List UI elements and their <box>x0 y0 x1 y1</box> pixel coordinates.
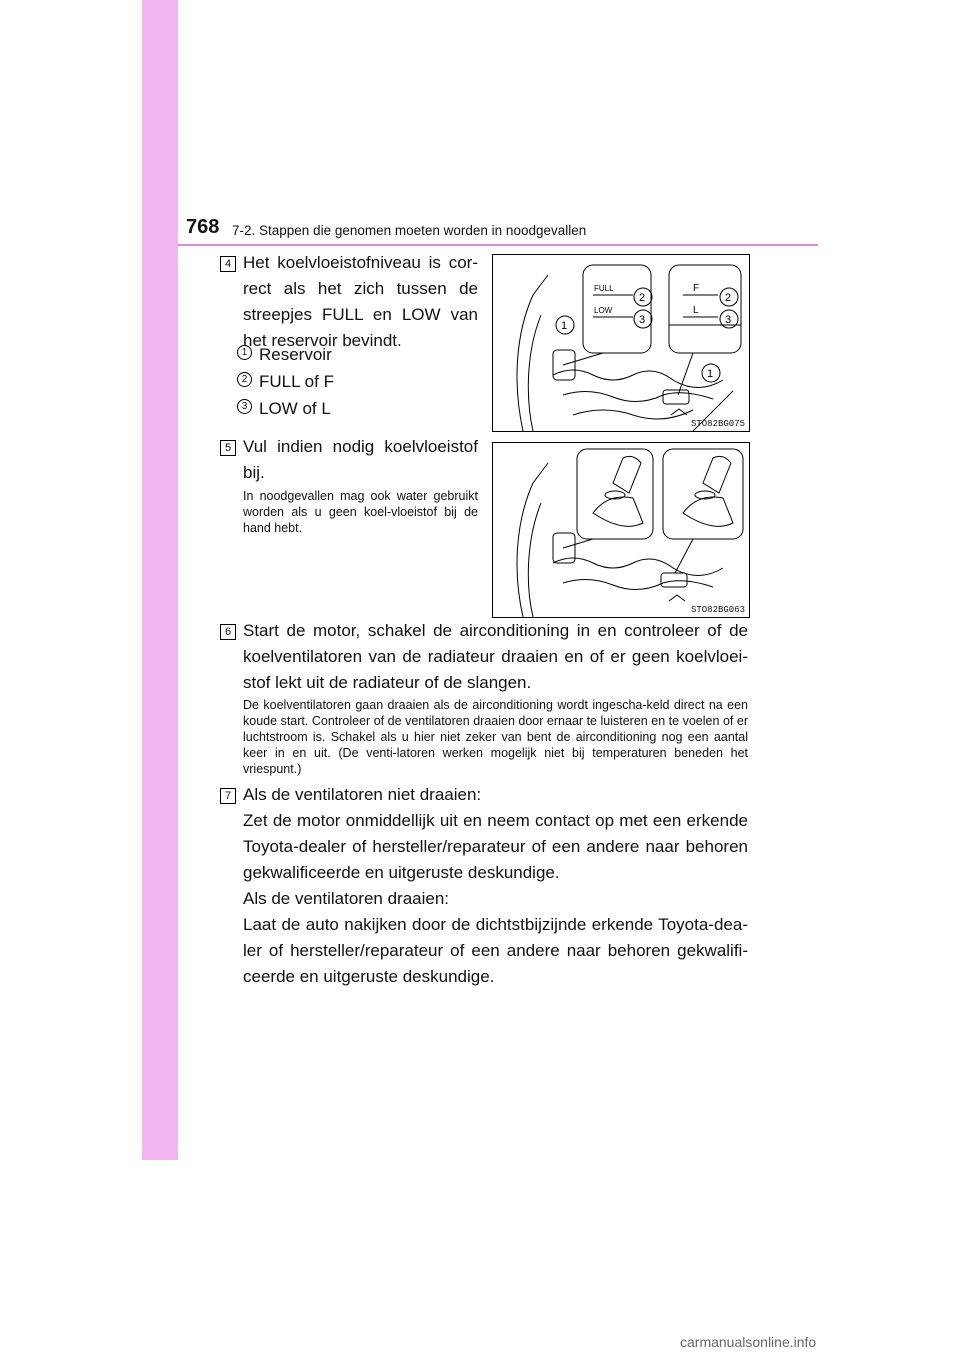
step-7-marker: 7 <box>220 788 236 804</box>
fig-callout-3-right: 3 <box>725 314 732 326</box>
fig-callout-3-left: 3 <box>639 314 646 326</box>
callout-1-label: Reservoir <box>259 345 332 364</box>
callout-1-marker: 1 <box>237 345 252 360</box>
step-7-body-b: Laat de auto nakijken door de dichtstbijzijnde erkende Toyota-dea-ler of hersteller/reparateur of een andere naar behoren gekwalifi-ceerde en uitgeruste deskundige. <box>243 915 748 986</box>
figure-coolant-level <box>492 254 750 432</box>
step-7-body-a: Zet de motor onmiddellijk uit en neem contact op met een erkende Toyota-dealer of hersteller/reparateur of een andere naar behoren gekwalificeerde en uitgeruste deskundige. <box>243 811 748 882</box>
callout-3-label: LOW of L <box>259 399 331 418</box>
fig-callout-2-left: 2 <box>639 292 646 304</box>
step-4-marker: 4 <box>220 256 236 272</box>
chapter-sidebar-tab <box>142 0 178 1160</box>
gauge-label-l: L <box>693 305 699 316</box>
callout-3-marker: 3 <box>237 399 252 414</box>
header-divider <box>178 244 818 246</box>
step-5-text: Vul indien nodig koelvloeistof bij. <box>243 437 478 482</box>
step-7-heading-a: Als de ventilatoren niet draaien: <box>243 785 482 804</box>
step-6-marker: 6 <box>220 624 236 640</box>
gauge-label-low: LOW <box>594 306 613 315</box>
step-7-heading-b: Als de ventilatoren draaien: <box>243 889 450 908</box>
gauge-label-full: FULL <box>594 284 614 293</box>
section-title: 7-2. Stappen die genomen moeten worden in noodgevallen <box>232 223 587 238</box>
callout-2-marker: 2 <box>237 372 252 387</box>
coolant-level-illustration <box>493 255 749 431</box>
step-5-marker: 5 <box>220 440 236 456</box>
callout-2-label: FULL of F <box>259 372 334 391</box>
fig-callout-1-left: 1 <box>561 320 568 332</box>
refill-coolant-illustration <box>493 443 749 617</box>
step-4-text: Het koelvloeistofniveau is cor-rect als het zich tussen de streepjes FULL en LOW van het reservoir bevindt. <box>243 253 478 350</box>
footer-watermark: carmanualsonline.info <box>680 1334 817 1350</box>
step-6-text: Start de motor, schakel de airconditioning in en controleer of de koelventilatoren van de radiateur draaien en of er geen koelvloei-stof lekt uit de radiateur of de slangen. <box>243 621 748 692</box>
fig-callout-2-right: 2 <box>725 292 732 304</box>
figure-code: STO82BG075 <box>690 419 745 429</box>
gauge-label-f: F <box>693 283 700 294</box>
figure-code: STO82BG063 <box>690 605 745 615</box>
fig-callout-1-right: 1 <box>707 368 714 380</box>
figure-refill-coolant <box>492 442 750 618</box>
page-number: 768 <box>186 216 220 238</box>
step-5-note: In noodgevallen mag ook water gebruikt worden als u geen koel-vloeistof bij de hand hebt. <box>243 489 478 535</box>
step-6-note: De koelventilatoren gaan draaien als de airconditioning wordt ingescha-keld direct na een koude start. Controleer of de ventilatoren draaien door ernaar te luisteren en te voelen of er luchtstroom is. Schakel als u hier niet zeker van bent de airconditioning nog een aantal keer in en uit. (De venti-latoren werken mogelijk niet bij temperaturen beneden het vriespunt.) <box>243 698 748 776</box>
